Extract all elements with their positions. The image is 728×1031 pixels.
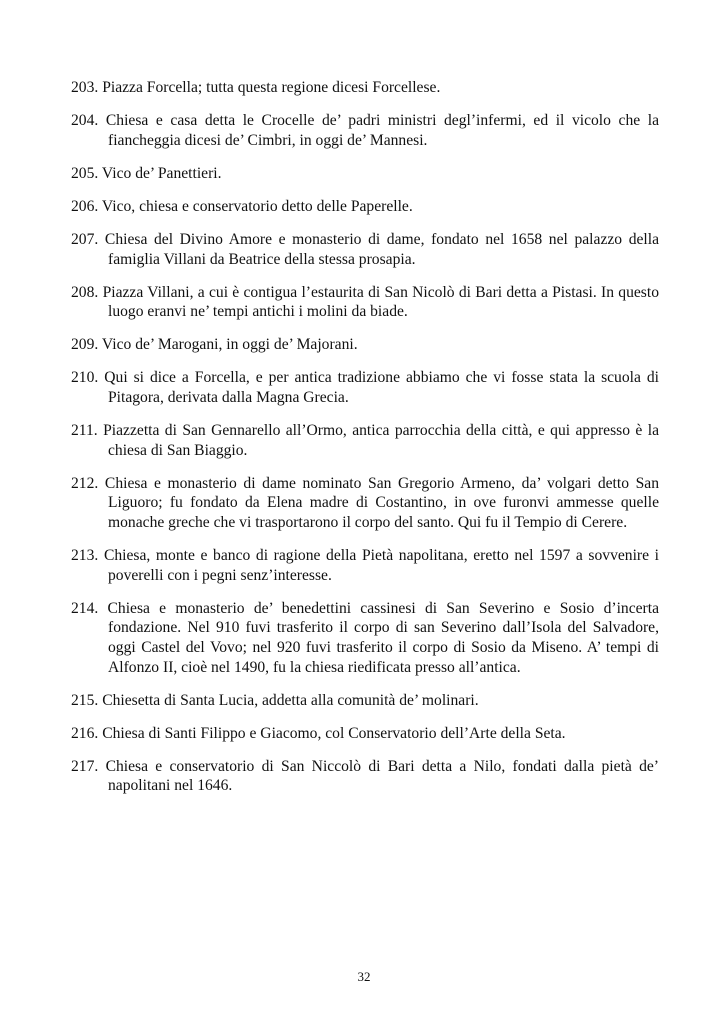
entry-214 [71, 599, 659, 677]
entry-number: 213. [71, 547, 99, 565]
entry-213 [71, 546, 659, 585]
entry-number: 212. [71, 474, 99, 492]
entry-215 [71, 691, 659, 711]
entry-number: 207. [71, 230, 99, 248]
entry-209 [71, 335, 659, 355]
entry-205 [71, 164, 659, 184]
entry-text: Chiesa e conservatorio di San Niccolò di Bari detta a Nilo, fondati dalla pietà de’ napolitani nel 1646. [105, 757, 660, 795]
entry-text: Chiesa, monte e banco di ragione della Pietà napolitana, eretto nel 1597 a sovvenire i poverelli con i pegni senz’interesse. [103, 547, 659, 584]
entry-text: Vico de’ Panettieri. [101, 164, 222, 182]
entry-number: 211. [71, 422, 98, 440]
entry-text: Piazza Forcella; tutta questa regione dicesi Forcellese. [102, 79, 441, 96]
entry-text: Piazza Villani, a cui è contigua l’estaurita di San Nicolò di Bari detta a Pistasi. In questo luogo eranvi ne’ tempi antichi i molini da biade. [102, 283, 659, 321]
entry-204 [71, 111, 659, 150]
document-body [71, 78, 659, 810]
entry-text: Chiesa di Santi Filippo e Giacomo, col Conservatorio dell’Arte della Seta. [102, 724, 566, 742]
entry-text: Piazzetta di San Gennarello all’Ormo, antica parrocchia della città, e qui appresso è la chiesa di San Biaggio. [103, 422, 659, 459]
entry-text: Chiesa e monasterio di dame nominato San Gregorio Armeno, da’ volgari detto San Liguoro; fu fondato da Elena madre di Costantino, in ove furonvi ammesse quelle monache greche che vi trasportarono il corpo del santo. Qui fu il Tempio di Cerere. [104, 474, 660, 531]
entry-number: 203. [71, 79, 99, 96]
entry-216 [71, 724, 659, 744]
entry-206 [71, 197, 659, 217]
entry-text: Vico, chiesa e conservatorio detto delle Paperelle. [101, 197, 413, 215]
entry-number: 208. [71, 283, 99, 301]
entry-text: Chiesetta di Santa Lucia, addetta alla comunità de’ molinari. [102, 691, 479, 709]
entry-203 [71, 78, 659, 98]
entry-number: 210. [71, 369, 99, 387]
entry-number: 204. [71, 112, 99, 130]
entry-217 [71, 757, 659, 796]
entry-number: 214. [71, 599, 99, 617]
entry-211 [71, 421, 659, 460]
entry-208 [71, 283, 659, 322]
entry-number: 217. [71, 757, 99, 775]
entry-number: 215. [71, 691, 99, 709]
entry-210 [71, 368, 659, 407]
entry-number: 205. [71, 164, 99, 182]
entry-number: 209. [71, 336, 99, 354]
entry-text: Chiesa del Divino Amore e monasterio di dame, fondato nel 1658 nel palazzo della famiglia Villani da Beatrice della stessa prosapia. [104, 230, 659, 268]
entry-text: Chiesa e monasterio de’ benedettini cassinesi di San Severino e Sosio d’incerta fondazione. Nel 910 fuvi trasferito il corpo di san Severino dall’Isola del Salvadore, oggi Castel del Vovo; nel 920 fuvi trasferito il corpo di Sosio da Miseno. A’ tempi di Alfonzo II, cioè nel 1490, fu la chiesa riedificata presso all’antica. [107, 599, 659, 676]
page-number: 32 [357, 969, 371, 984]
entry-number: 206. [71, 197, 99, 215]
entry-text: Vico de’ Marogani, in oggi de’ Majorani. [101, 336, 358, 354]
entry-207 [71, 230, 659, 269]
entry-text: Qui si dice a Forcella, e per antica tradizione abbiamo che vi fosse stata la scuola di Pitagora, derivata dalla Magna Grecia. [104, 369, 659, 407]
entry-number: 216. [71, 724, 99, 742]
entry-212 [71, 474, 659, 533]
entry-text: Chiesa e casa detta le Crocelle de’ padri ministri degl’infermi, ed il vicolo che la fiancheggia dicesi de’ Cimbri, in oggi de’ Mannesi. [105, 112, 659, 149]
